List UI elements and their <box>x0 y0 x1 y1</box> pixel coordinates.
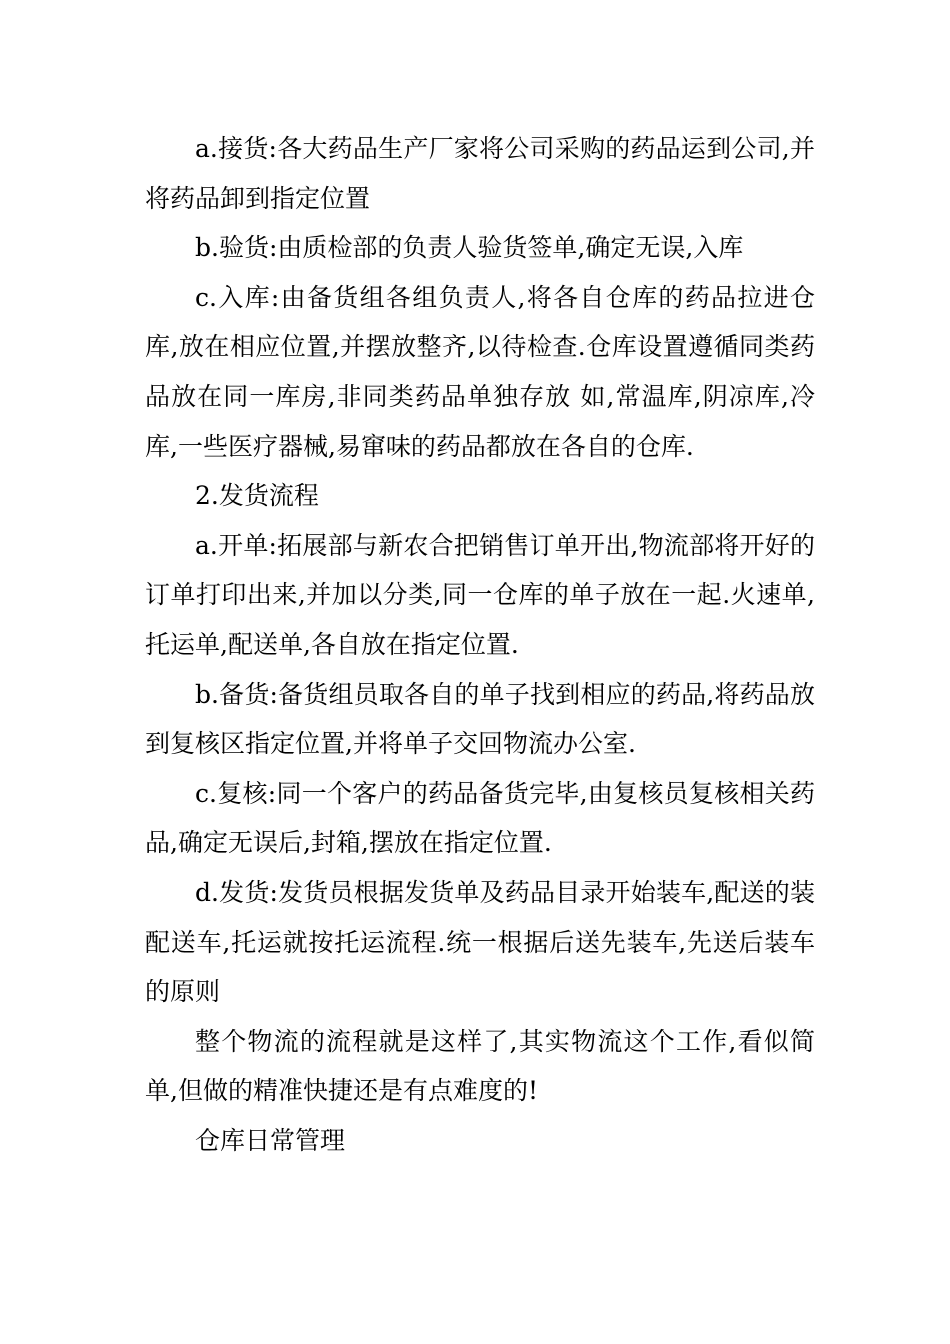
paragraph-inspection: b.验货:由质检部的负责人验货签单,确定无误,入库 <box>195 233 744 263</box>
paragraph-stock-preparation: b.备货:备货组员取各自的单子找到相应的药品,将药品放到复核区指定位置,并将单子交回物流办公室. <box>145 679 815 759</box>
paragraph-review: c.复核:同一个客户的药品备货完毕,由复核员复核相关药品,确定无误后,封箱,摆放在指定位置. <box>145 778 815 858</box>
document-body <box>145 124 815 1165</box>
paragraph-receiving: a.接货:各大药品生产厂家将公司采购的药品运到公司,并将药品卸到指定位置 <box>145 134 815 213</box>
section-heading-daily-management: 仓库日常管理 <box>195 1125 346 1155</box>
paragraph-order-issuing: a.开单:拓展部与新农合把销售订单开出,物流部将开好的订单打印出来,并加以分类,同一仓库的单子放在一起.火速单,托运单,配送单,各自放在指定位置. <box>145 530 815 659</box>
paragraph-warehousing: c.入库:由备货组各组负责人,将各自仓库的药品拉进仓库,放在相应位置,并摆放整齐,以待检查.仓库设置遵循同类药品放在同一库房,非同类药品单独存放 如,常温库,阴凉库,冷库,一些医疗器械,易窜味的药品都放在各自的仓库. <box>145 282 815 461</box>
section-heading-shipping-process: 2.发货流程 <box>195 481 319 511</box>
paragraph-summary: 整个物流的流程就是这样了,其实物流这个工作,看似简单,但做的精准快捷还是有点难度的! <box>145 1026 815 1106</box>
paragraph-dispatch: d.发货:发货员根据发货单及药品目录开始装车,配送的装配送车,托运就按托运流程.统一根据后送先装车,先送后装车的原则 <box>145 877 815 1007</box>
